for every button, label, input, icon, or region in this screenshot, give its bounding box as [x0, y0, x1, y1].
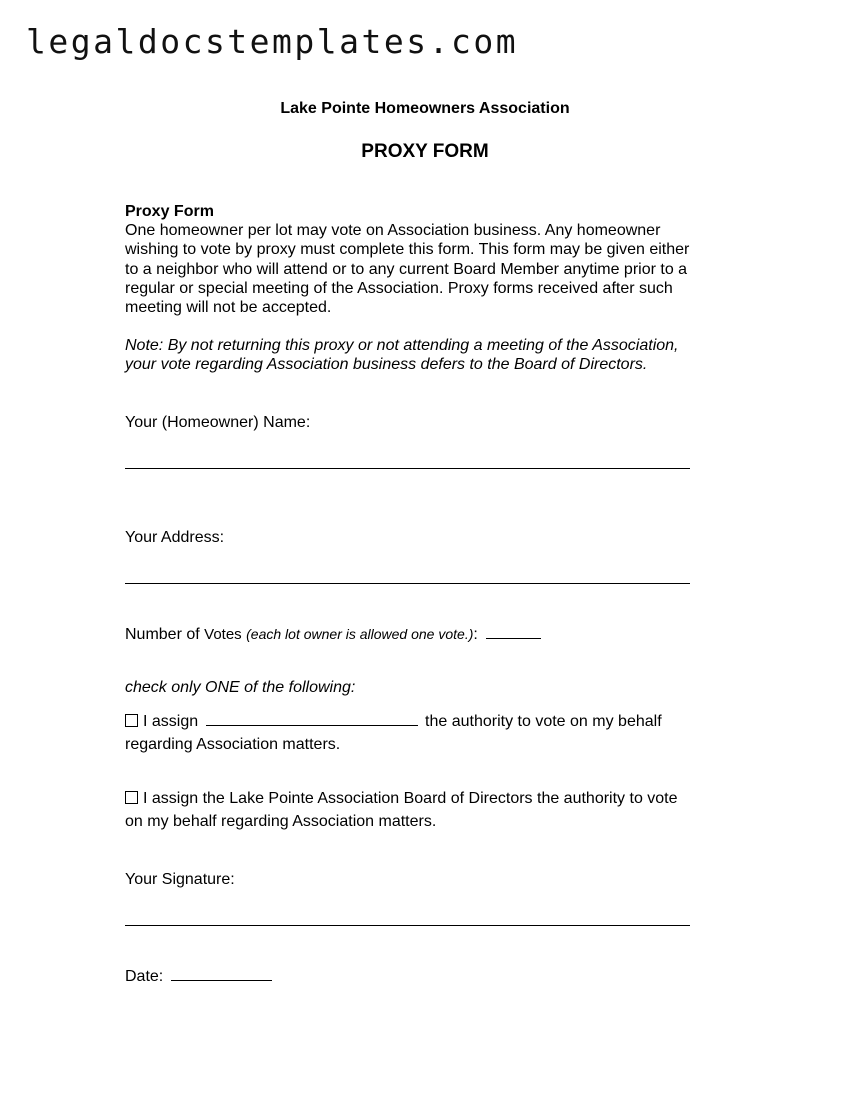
choice-instruction: check only ONE of the following: [125, 679, 356, 696]
form-title: PROXY FORM [361, 141, 489, 162]
assignee-field-line[interactable] [206, 711, 418, 726]
votes-colon: : [473, 626, 478, 643]
intro-line-3: to a neighbor who will attend or to any current Board Member anytime prior to a [125, 260, 688, 278]
intro-line-5: meeting will not be accepted. [125, 299, 332, 317]
note-line-2: your vote regarding Association business defers to the Board of Directors. [125, 356, 648, 374]
option-2 [125, 787, 725, 833]
note-section [125, 336, 725, 374]
intro-section [125, 202, 725, 317]
votes-word: Votes [204, 626, 242, 643]
votes-row [125, 624, 725, 644]
option-1-suffix: the authority to vote on my behalf [425, 713, 662, 730]
option-2-line-1: I assign the Lake Pointe Association Board of Directors the authority to vote [143, 790, 678, 807]
address-field-line[interactable] [125, 583, 690, 584]
votes-field-line[interactable] [486, 624, 541, 639]
votes-note: (each lot owner is allowed one vote.) [246, 626, 474, 642]
intro-heading: Proxy Form [125, 203, 214, 220]
votes-label: Number of [125, 626, 200, 643]
signature-label: Your Signature: [125, 871, 235, 888]
option-1 [125, 710, 725, 756]
watermark: legaldocstemplates.com [26, 22, 519, 61]
intro-line-1: One homeowner per lot may vote on Association business. Any homeowner [125, 222, 661, 240]
name-field-line[interactable] [125, 468, 690, 469]
option-2-checkbox[interactable] [125, 791, 138, 804]
option-1-prefix: I assign [143, 713, 199, 730]
option-2-line-2: on my behalf regarding Association matters. [125, 813, 437, 830]
date-field-line[interactable] [171, 966, 272, 981]
date-label: Date: [125, 968, 164, 985]
association-name: Lake Pointe Homeowners Association [280, 100, 570, 117]
address-label: Your Address: [125, 529, 225, 546]
option-1-line-2: regarding Association matters. [125, 736, 341, 753]
note-line-1: Note: By not returning this proxy or not attending a meeting of the Association, [125, 337, 679, 354]
intro-line-4: regular or special meeting of the Association. Proxy forms received after such [125, 279, 673, 297]
option-1-checkbox[interactable] [125, 714, 138, 727]
signature-field-line[interactable] [125, 925, 690, 926]
intro-line-2: wishing to vote by proxy must complete this form. This form may be given either [125, 241, 690, 259]
date-row [125, 966, 725, 986]
name-label: Your (Homeowner) Name: [125, 414, 311, 431]
